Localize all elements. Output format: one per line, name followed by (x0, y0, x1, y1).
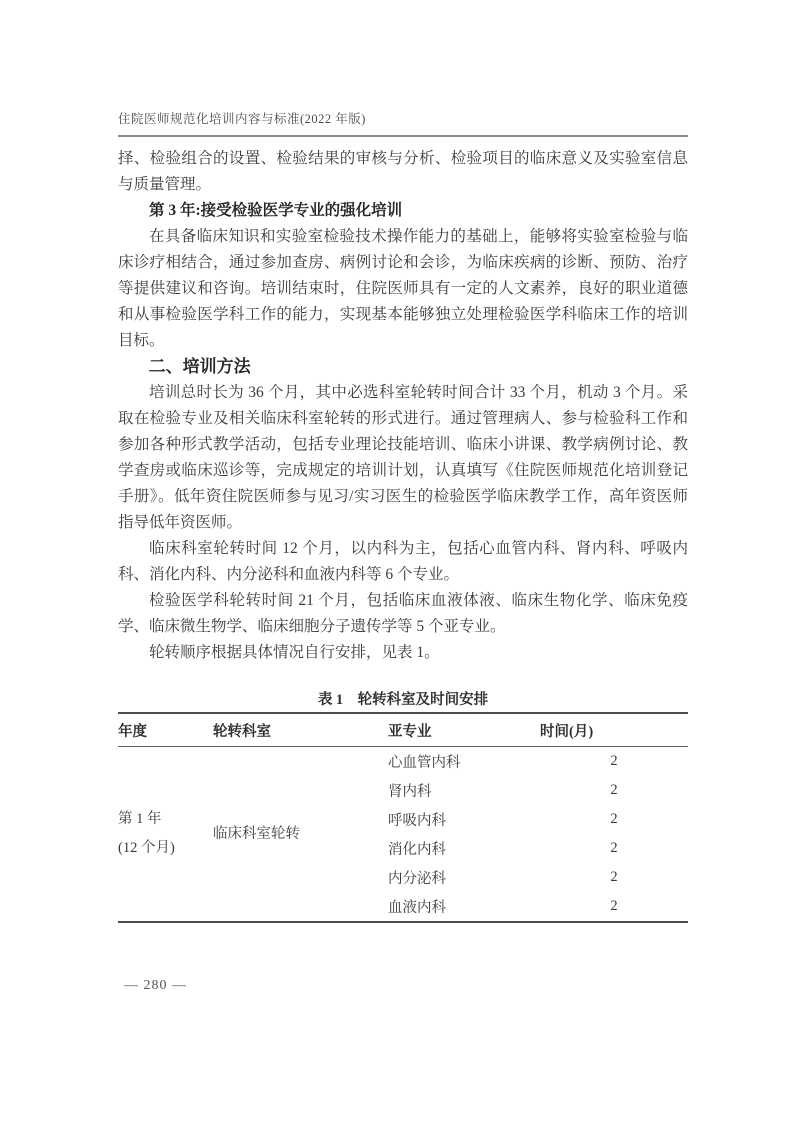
table-row (118, 747, 688, 777)
body-text (118, 146, 688, 666)
table-header-row (118, 713, 688, 747)
running-header: 住院医师规范化培训内容与标准(2022 年版) (118, 112, 366, 126)
months-cell: 2 (610, 840, 618, 856)
department-cell: 临床科室轮转 (213, 825, 300, 842)
paragraph-clinical-rotation: 临床科室轮转时间 12 个月，以内科为主，包括心血管内科、肾内科、呼吸内科、消化内科、内分泌科和血液内科等 6 个专业。 (118, 540, 688, 583)
subspecialty-cell: 肾内科 (388, 784, 432, 800)
subspecialty-cell: 呼吸内科 (388, 813, 446, 829)
column-header-time-months: 时间(月) (540, 723, 594, 740)
paragraph-rotation-order: 轮转顺序根据具体情况自行安排，见表 1。 (149, 644, 440, 661)
header-rule (118, 135, 688, 137)
months-cell: 2 (610, 869, 618, 885)
year-duration-label: (12 个月) (118, 840, 175, 856)
paragraph-training-duration: 培训总时长为 36 个月，其中必选科室轮转时间合计 33 个月，机动 3 个月。采取在检验专业及相关临床科室轮转的形式进行。通过管理病人、参与检验科工作和参加各种形式教学活动，包括专业理论技能培训、临床小讲课、教学病例讨论、教学查房或临床巡诊等，完成规定的培训计划，认真填写《住院医师规范化培训登记手册》。低年资住院医师参与见习/实习医生的检验医学临床教学工作，高年资医师指导低年资医师。 (118, 384, 688, 531)
column-header-subspecialty: 亚专业 (388, 723, 432, 740)
subspecialty-cell: 消化内科 (388, 842, 446, 858)
year-label: 第 1 年 (118, 811, 162, 827)
months-cell: 2 (610, 782, 618, 798)
subspecialty-cell: 心血管内科 (388, 755, 461, 771)
subspecialty-cell: 血液内科 (388, 900, 446, 916)
table-caption: 表 1 轮转科室及时间安排 (317, 692, 489, 708)
paragraph-lab-rotation: 检验医学科轮转时间 21 个月，包括临床血液体液、临床生物化学、临床免疫学、临床微生物学、临床细胞分子遗传学等 5 个亚专业。 (118, 592, 688, 635)
column-header-year: 年度 (118, 723, 147, 740)
months-cell: 2 (610, 811, 618, 827)
year-cell (118, 747, 213, 923)
heading-year3: 第 3 年:接受检验医学专业的强化培训 (149, 202, 403, 219)
section-heading-training-methods: 二、培训方法 (148, 357, 251, 376)
months-cell: 2 (610, 753, 618, 769)
rotation-schedule-table (118, 712, 688, 923)
subspecialty-cell: 内分泌科 (388, 871, 446, 887)
months-cell: 2 (610, 898, 618, 914)
page-content (118, 0, 688, 666)
rotation-table-section (118, 688, 688, 923)
paragraph-continuation: 择、检验组合的设置、检验结果的审核与分析、检验项目的临床意义及实验室信息与质量管理。 (118, 150, 688, 193)
column-header-department: 轮转科室 (213, 723, 271, 740)
page-number: — 280 — (124, 978, 187, 993)
paragraph-year3-goal: 在具备临床知识和实验室检验技术操作能力的基础上，能够将实验室检验与临床诊疗相结合，通过参加查房、病例讨论和会诊，为临床疾病的诊断、预防、治疗等提供建议和咨询。培训结束时，住院医师具有一定的人文素养，良好的职业道德和从事检验医学科工作的能力，实现基本能够独立处理检验医学科临床工作的培训目标。 (118, 228, 688, 349)
